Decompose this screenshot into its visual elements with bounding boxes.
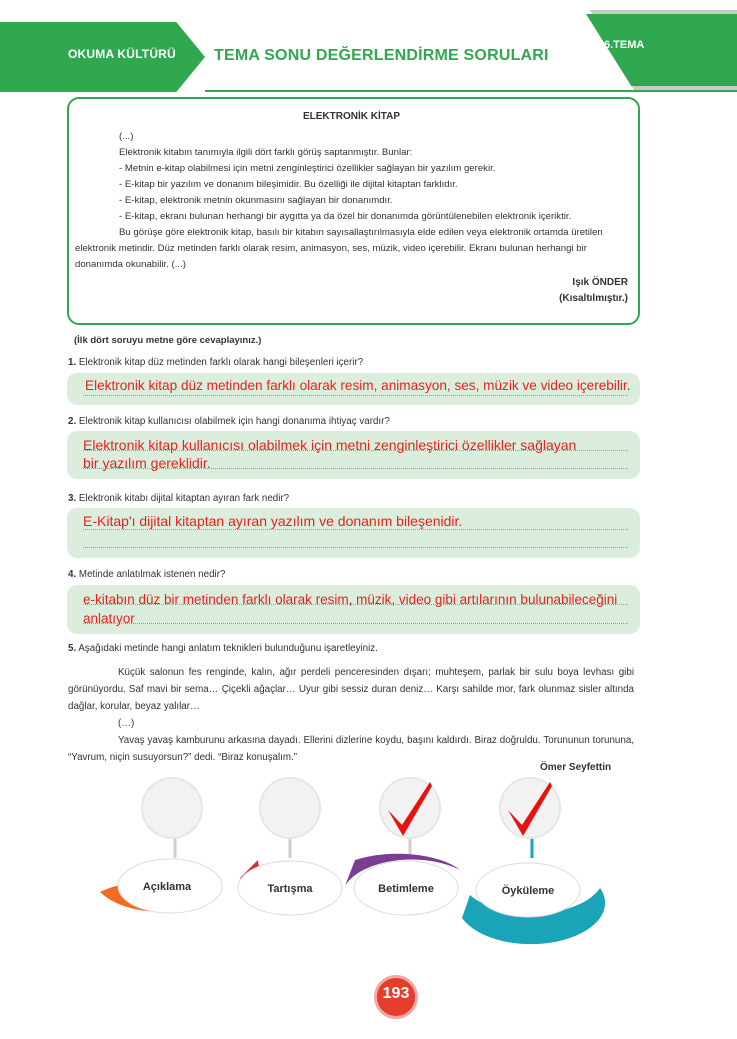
reading-author: Işık ÖNDER <box>572 277 628 288</box>
question-number: 2. <box>68 416 77 427</box>
question-text: Aşağıdaki metinde hangi anlatım teknikleri bulunduğunu işaretleyiniz. <box>78 643 378 654</box>
page-number: 193 <box>382 985 410 1002</box>
technique-label-2: Tartışma <box>267 883 313 895</box>
reading-note: (Kısaltılmıştır.) <box>559 293 628 304</box>
theme-label: 6.TEMA <box>604 39 645 51</box>
reading-line: - E-kitap, elektronik metnin okunmasını sağlayan bir donanımdır. <box>119 195 393 206</box>
reading-line: - E-kitap, ekranı bulunan herhangi bir aygıtta ya da özel bir donanımda görüntülenebilen elektronik içeriktir. <box>119 211 572 222</box>
story-paragraph-2: Yavaş yavaş kamburunu arkasına dayadı. Ellerini dizlerine koydu, başını kaldırdı. Biraz doğruldu. Torununun torununa, “Yavrum, niçin susuyorsun?” dedi. “Biraz konuşalım.” <box>68 735 634 763</box>
question-2 <box>68 416 390 427</box>
question-text: Metinde anlatılmak istenen nedir? <box>78 569 226 580</box>
question-number: 5. <box>68 643 77 654</box>
question-text: Elektronik kitabı dijital kitaptan ayıran fark nedir? <box>78 493 290 504</box>
answer-text: e-kitabın düz bir metinden farklı olarak resim, müzik, video gibi artılarının bulunabileceğini <box>83 592 618 607</box>
answer-text: Elektronik kitap kullanıcısı olabilmek için metni zenginleştirici özellikler sağlayan <box>83 437 577 453</box>
question-4 <box>68 569 225 580</box>
reading-paragraph: Bu görüşe göre elektronik kitap, basılı bir kitabın sayısallaştırılmasıyla elde edilen veya elektronik ortamda üretilen elektronik metindir. Düz metinden farklı olarak resim, animasyon, ses, müzik, video içerebilir. Ekranı bulunan herhangi bir donanımda okunabilir. (...) <box>75 227 603 270</box>
story-paragraph-1: Küçük salonun fes renginde, kalın, ağır perdeli penceresinden dışarı; muhteşem, parlak bir sulu boya levhası gibi görünüyordu. Saf mavi bir sema… Çiçekli ağaçlar… Uyur gibi sessiz duran deniz… Karşı sahilde mor, fark olunmaz sisler altında dağlar, korular, beyaz yalılar… <box>68 667 634 712</box>
story-author: Ömer Seyfettin <box>540 762 612 773</box>
reading-title: ELEKTRONİK KİTAP <box>302 111 401 122</box>
answer-box-2[interactable] <box>67 431 640 479</box>
reading-line: - Metnin e-kitap olabilmesi için metni zenginleştirici özellikler sağlayan bir yazılım gerekir. <box>119 163 496 174</box>
technique-label-3: Betimleme <box>378 883 434 895</box>
reading-text-box <box>67 97 640 325</box>
answer-text: anlatıyor <box>83 611 135 626</box>
reading-line: (...) <box>119 131 134 142</box>
answer-box-4[interactable] <box>67 585 640 634</box>
answer-text: E-Kitap'ı dijital kitaptan ayıran yazılım ve donanım bileşenidir. <box>83 513 463 529</box>
question-5 <box>68 643 378 654</box>
techniques-diagram <box>0 770 737 970</box>
question-number: 4. <box>68 569 77 580</box>
question-1 <box>68 357 363 368</box>
question-number: 1. <box>68 357 77 368</box>
checkbox-circle-2[interactable] <box>260 778 320 838</box>
answer-line <box>83 395 628 396</box>
story-ellipsis: (…) <box>118 718 135 729</box>
technique-label-1: Açıklama <box>142 881 192 893</box>
question-text: Elektronik kitap düz metinden farklı olarak hangi bileşenleri içerir? <box>78 357 364 368</box>
answer-line <box>83 547 628 548</box>
answer-box-1[interactable] <box>67 373 640 405</box>
checkbox-circle-1[interactable] <box>142 778 202 838</box>
question-text: Elektronik kitap kullanıcısı olabilmek için hangi donanıma ihtiyaç vardır? <box>78 416 390 427</box>
instruction: (İlk dört soruyu metne göre cevaplayınız.) <box>74 335 262 346</box>
answer-box-3[interactable] <box>67 508 640 558</box>
header-underline <box>205 90 737 92</box>
section-label: OKUMA KÜLTÜRÜ <box>68 47 176 61</box>
question-3 <box>68 493 289 504</box>
reading-line: Elektronik kitabın tanımıyla ilgili dört farklı görüş saptanmıştır. Bunlar: <box>119 147 413 158</box>
answer-line <box>83 623 628 624</box>
answer-text: bir yazılım gereklidir. <box>83 455 211 471</box>
reading-line: - E-kitap bir yazılım ve donanım bileşimidir. Bu özelliği ile dijital kitaptan farklıdır. <box>119 179 458 190</box>
question-number: 3. <box>68 493 77 504</box>
technique-label-4: Öyküleme <box>501 885 555 897</box>
page-title: TEMA SONU DEĞERLENDİRME SORULARI <box>214 47 549 64</box>
answer-text: Elektronik kitap düz metinden farklı olarak resim, animasyon, ses, müzik ve video içerebilir. <box>85 378 631 393</box>
